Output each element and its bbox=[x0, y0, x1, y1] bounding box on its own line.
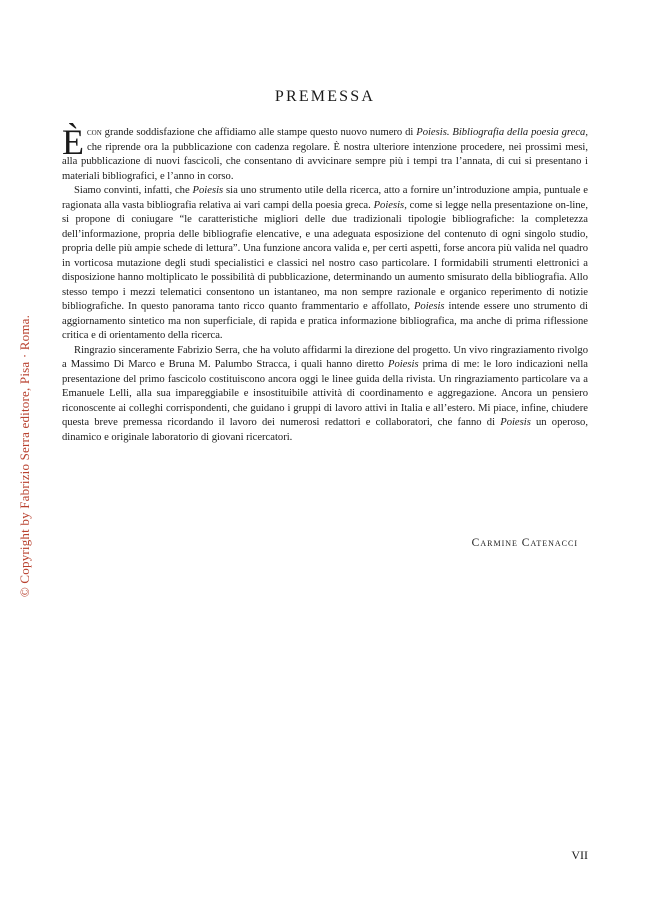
paragraph-2 bbox=[62, 184, 588, 344]
preface-body bbox=[62, 122, 589, 445]
page-number: VII bbox=[571, 848, 588, 862]
journal-name: Poiesis bbox=[387, 359, 419, 370]
copyright-notice: © Copyright by Fabrizio Serra editore, Pisa · Roma. bbox=[17, 314, 33, 597]
text-run: Ringrazio sinceramente Fabrizio Serra, che ha voluto affidarmi la direzione del progetto. Un vivo ringraziamento rivolgo a Massimo Di Marco e Bruna M. Palumbo Stracca, i quali hanno diretto bbox=[62, 344, 588, 370]
journal-name: Poiesis bbox=[500, 417, 531, 428]
text-run: , che riprende ora la pubblicazione con cadenza regolare. È nostra ulteriore intenzione procedere, nei prossimi mesi, alla pubblicazione di nuovi fascicoli, che consentano di avvicinare sempre più i tempi tra l’annata, di cui si presentano i materiali bibliografici, e l’anno in corso. bbox=[62, 127, 588, 182]
copyright-sidebar bbox=[18, 288, 32, 623]
text-run: intende essere uno strumento di aggiornamento sintetico ma non superficiale, di rapida e pratica informazione bibliografica, ma anche di prima riflessione critica e di orientamento della ricerca. bbox=[62, 301, 588, 341]
drop-cap: È bbox=[62, 122, 84, 162]
text-run: , come si legge nella presentazione on-line, si propone di coniugare “le caratteristiche migliori delle due tradizionali tipologie bibliografiche: la completezza dell’informazione, propria delle bibliografie elencative, e una adeguata esposizione del contenuto di ogni singolo studio, propria delle più ampie schede di lettura”. Una funzione ancora valida e, per certi aspetti, forse ancora più valida nel quadro in vorticosa mutazione degli studi specialistici e classici nel nostro caso particolare. I formidabili strumenti elettronici a disposizione hanno moltiplicato le possibilità di pubblicazione, determinando un aumento smisurato della bibliografia. Allo stesso tempo i mezzi telematici consentono un istantaneo, ma non sempre razionale e organico reperimento di notizie bibliografiche. In questo panorama tanto ricco quanto frammentario e affollato, bbox=[62, 199, 589, 312]
author-signature: Carmine Catenacci bbox=[471, 537, 578, 549]
text-run: prima di me: le loro indicazioni nella presentazione del primo fascicolo costituiscono ancora oggi le linee guida della rivista. Un ringraziamento particolare va a Emanuele Lelli, alla sua impareggiabile e insostituibile attività di coordinamento e aggregazione. Ancora un pensiero riconoscente ai colleghi corrispondenti, che guidano i gruppi di lavoro attivi in Italia e all’estero. Mi piace, infine, chiudere questa breve premessa ricordando il lavoro dei numerosi redattori e collaboratori, che fanno di bbox=[62, 359, 588, 428]
journal-name: Poiesis bbox=[192, 185, 224, 196]
journal-title: Poiesis. Bibliografia della poesia greca bbox=[416, 127, 586, 138]
small-caps-word: con bbox=[87, 127, 102, 138]
text-run: un operoso, dinamico e originale laboratorio di giovani ricercatori. bbox=[62, 417, 588, 443]
text-run: Siamo convinti, infatti, che bbox=[74, 185, 193, 196]
text-run: sia uno strumento utile della ricerca, atto a fornire un’introduzione ampia, puntuale e ragionata alla vasta bibliografia relativa ai vari campi della poesia greca. bbox=[62, 185, 588, 211]
page-title: PREMESSA bbox=[274, 88, 376, 105]
paragraph-1 bbox=[62, 122, 588, 184]
paragraph-3 bbox=[62, 344, 588, 446]
journal-name: Poiesis bbox=[373, 199, 405, 211]
text-run: grande soddisfazione che affidiamo alle stampe questo nuovo numero di bbox=[101, 127, 417, 138]
journal-name: Poiesis bbox=[413, 301, 445, 312]
